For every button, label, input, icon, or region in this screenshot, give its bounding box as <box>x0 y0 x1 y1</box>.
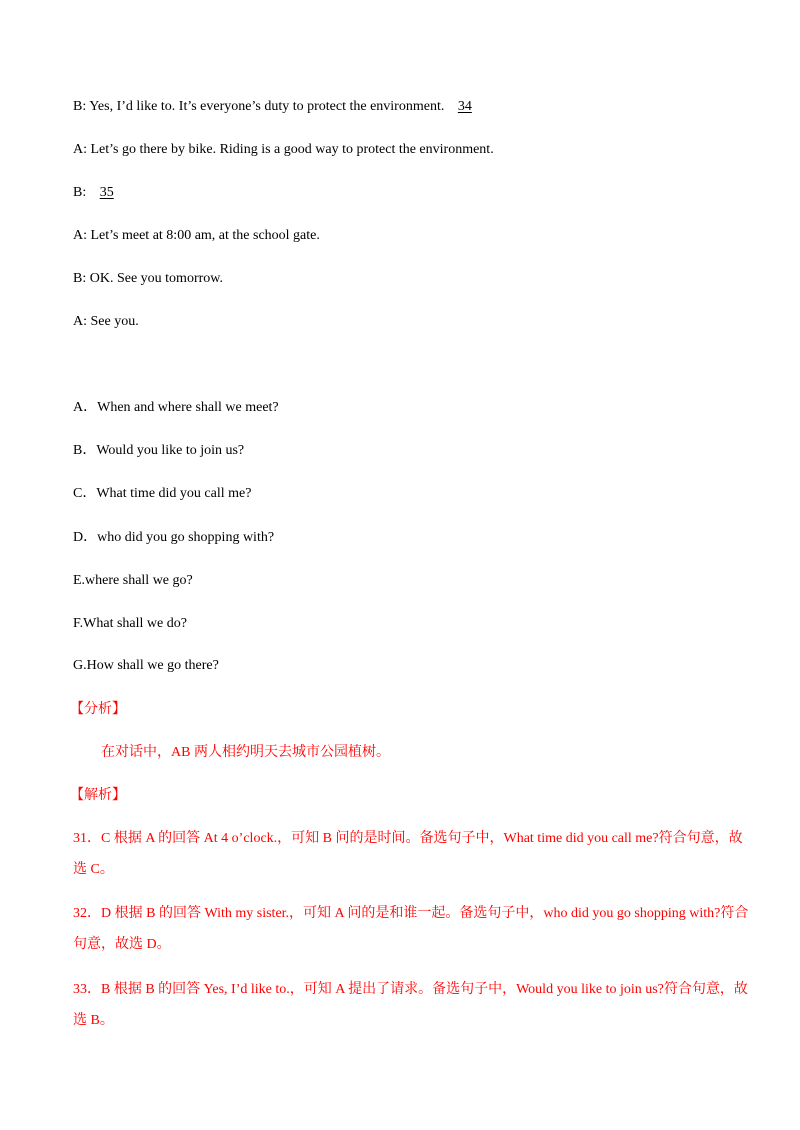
explanation-item-31: 31．C 根据 A 的回答 At 4 o’clock.，可知 B 问的是时间。备选句子中，What time did you call me?符合句意，故选 C。 <box>73 831 743 877</box>
dialogue-text: B: Yes, I’d like to. It’s everyone’s duty to protect the environment. <box>73 99 445 114</box>
dialogue-line-b-ok <box>73 270 223 288</box>
dialogue-line-a-meet <box>73 227 320 245</box>
option-a: A．When and where shall we meet? <box>73 400 279 415</box>
option-c: C．What time did you call me? <box>73 486 252 501</box>
dialogue-line-b-duty <box>73 98 476 116</box>
dialogue-text: B: OK. See you tomorrow. <box>73 271 223 286</box>
explanation-heading: 【解析】 <box>70 788 126 803</box>
dialogue-text: A: Let’s go there by bike. Riding is a good way to protect the environment. <box>73 142 494 157</box>
dialogue-line-a-bye <box>73 313 139 331</box>
answer-blank-35: 35 <box>99 185 114 200</box>
explanation-item-33: 33．B 根据 B 的回答 Yes, I’d like to.，可知 A 提出了请求。备选句子中，Would you like to join us?符合句意，故选 B。 <box>73 982 748 1028</box>
dialogue-line-b-blank <box>73 184 118 202</box>
option-e: E.where shall we go? <box>73 573 193 588</box>
dialogue-line-a-bike <box>73 141 494 159</box>
analysis-text: 在对话中，AB 两人相约明天去城市公园植树。 <box>101 745 390 760</box>
dialogue-text: A: Let’s meet at 8:00 am, at the school gate. <box>73 228 320 243</box>
explanation-item-32: 32．D 根据 B 的回答 With my sister.，可知 A 问的是和谁一起。备选句子中，who did you go shopping with?符合句意，故选 D。 <box>73 906 749 952</box>
option-g: G.How shall we go there? <box>73 658 219 673</box>
dialogue-text: A: See you. <box>73 314 139 329</box>
dialogue-text: B: <box>73 185 87 200</box>
option-f: F.What shall we do? <box>73 616 187 631</box>
option-d: D．who did you go shopping with? <box>73 530 275 545</box>
option-b: B．Would you like to join us? <box>73 443 245 458</box>
analysis-heading: 【分析】 <box>70 702 126 717</box>
answer-blank-34: 34 <box>457 99 472 114</box>
